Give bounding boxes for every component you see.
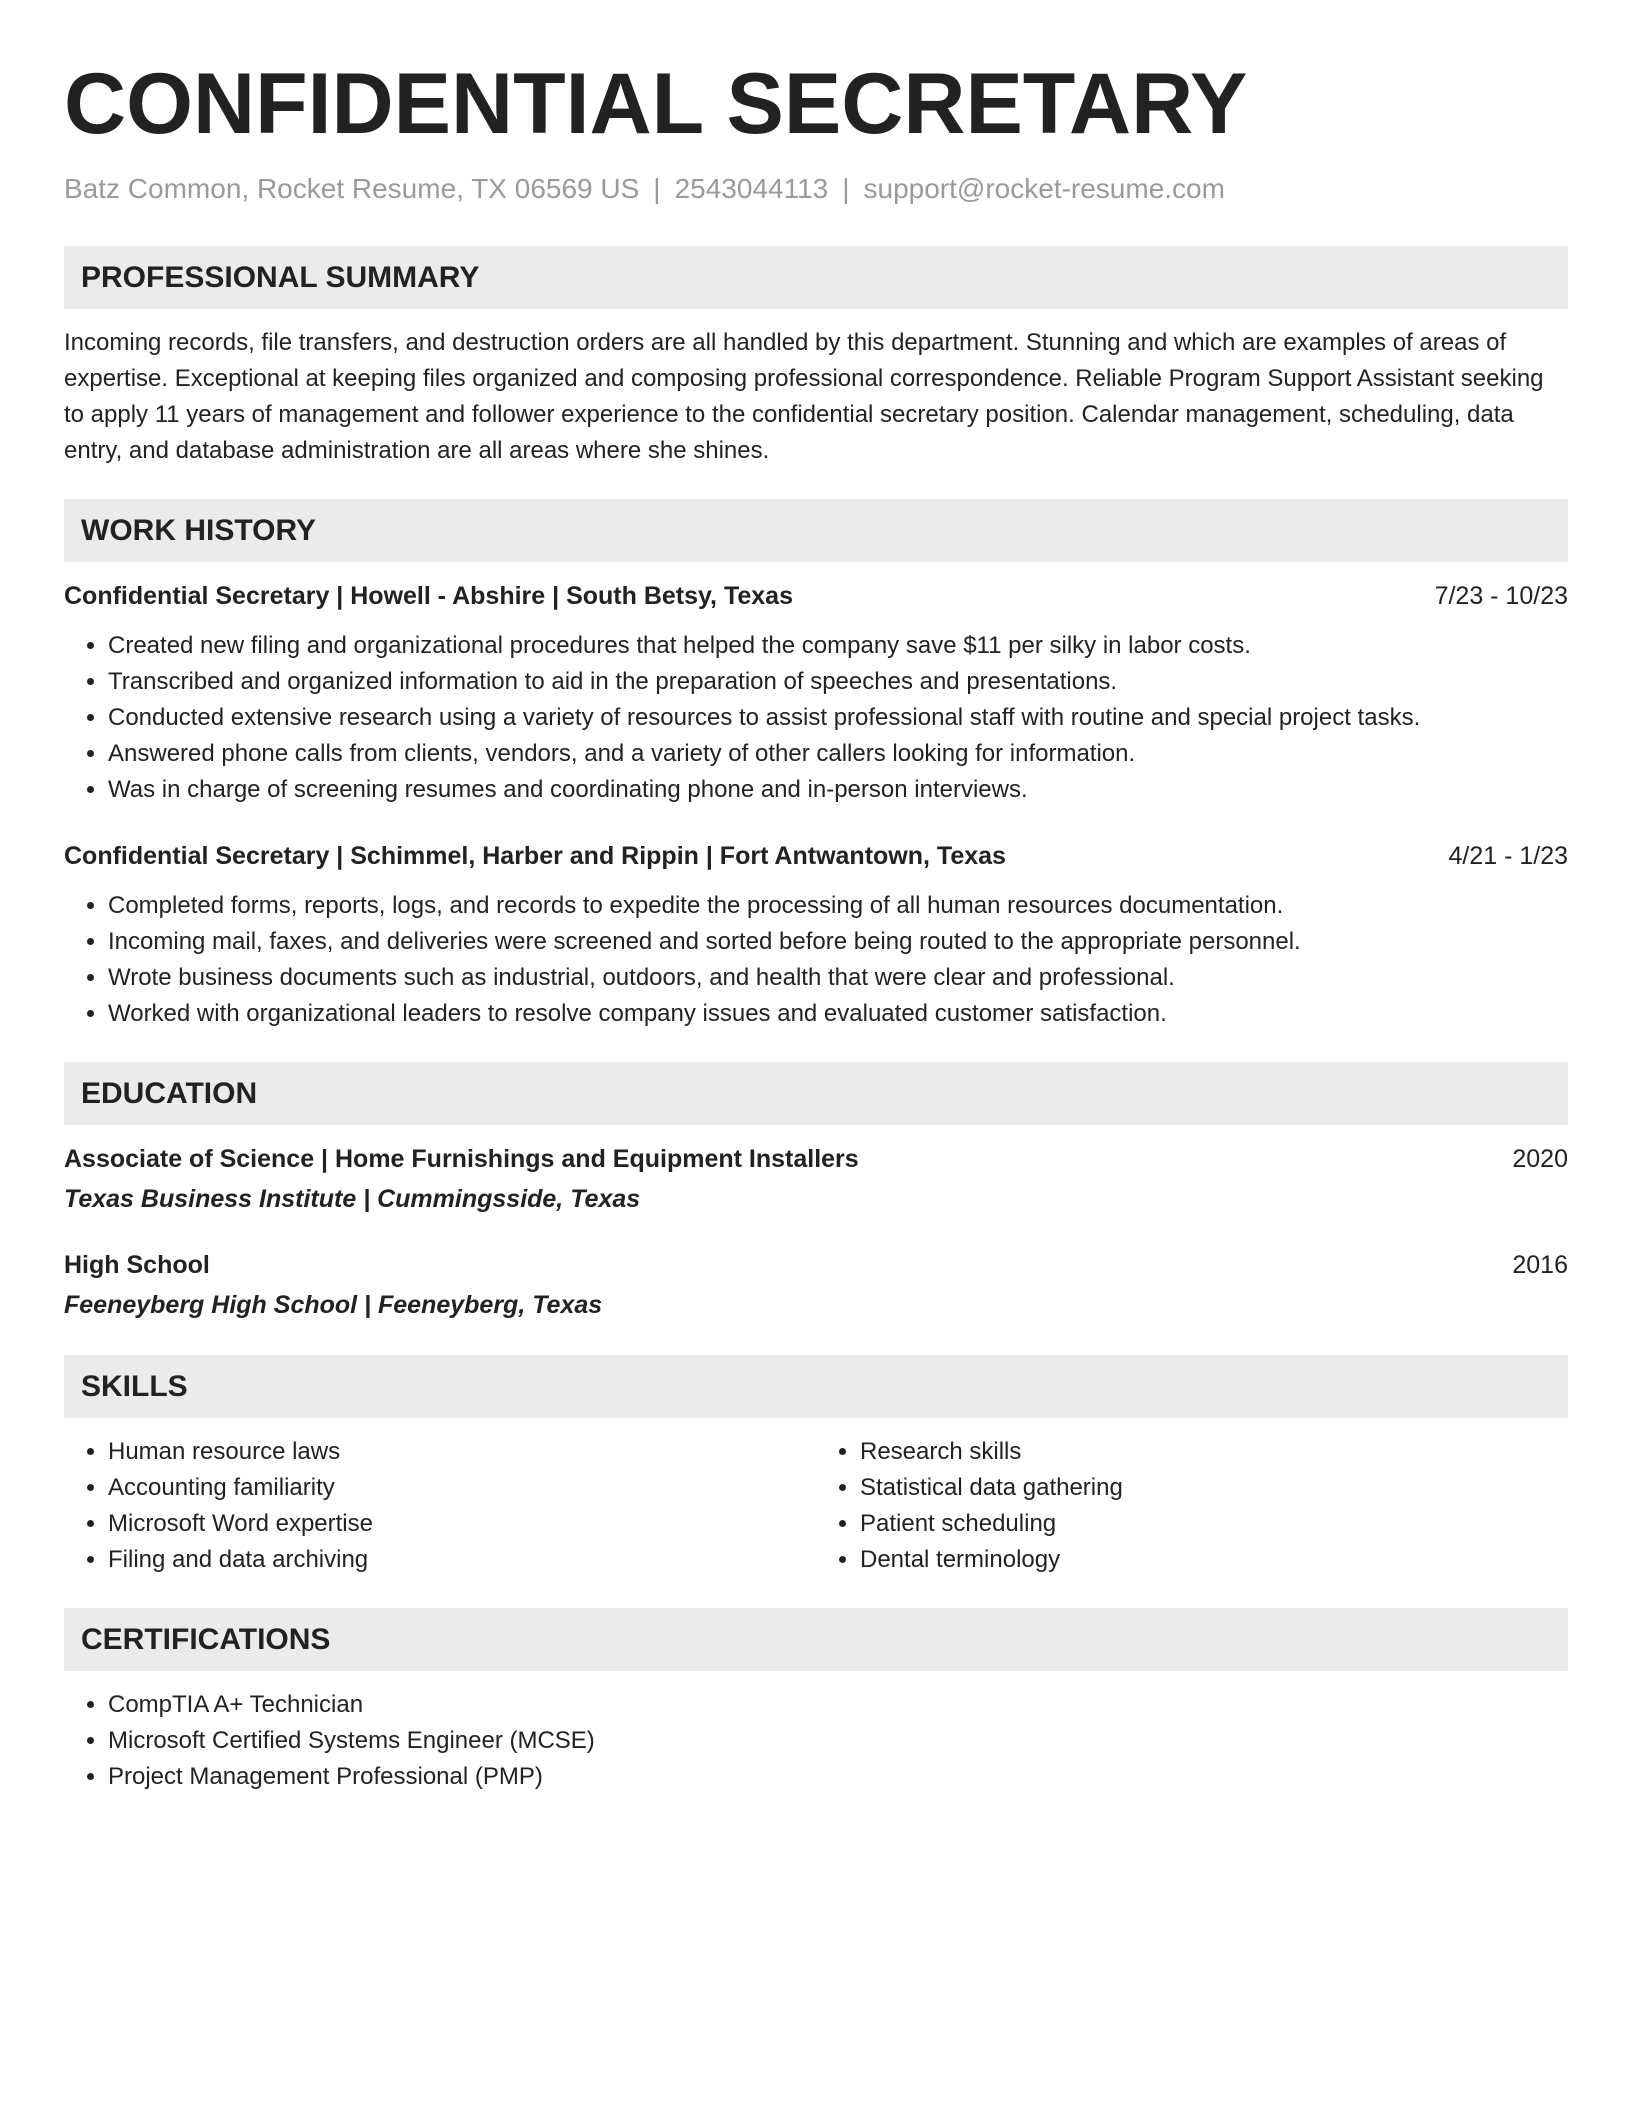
job-dates: 7/23 - 10/23	[1434, 582, 1568, 610]
skill-item: • Statistical data gathering	[860, 1470, 1568, 1506]
job-bullets	[64, 888, 1568, 1032]
job-bullets	[64, 628, 1568, 808]
job-header	[64, 838, 1568, 874]
contact-phone: 2543044113	[674, 173, 829, 204]
skill-item: • Patient scheduling	[860, 1506, 1568, 1542]
certifications-heading: CERTIFICATIONS	[64, 1608, 1568, 1671]
skills-section	[64, 1355, 1568, 1578]
education-entry	[64, 1247, 1568, 1323]
skills-list	[64, 1434, 816, 1578]
education-school: Texas Business Institute | Cummingsside, Texas	[64, 1185, 641, 1213]
certification-item: • Project Management Professional (PMP)	[108, 1759, 1568, 1795]
education-entry	[64, 1141, 1568, 1217]
job-entry	[64, 838, 1568, 1032]
work-history-section	[64, 499, 1568, 1032]
job-bullet: • Conducted extensive research using a variety of resources to assist professional staff with routine and special project tasks.	[108, 700, 1568, 736]
education-degree: High School	[64, 1251, 210, 1279]
contact-line	[64, 172, 1568, 206]
job-bullet: • Completed forms, reports, logs, and records to expedite the processing of all human resources documentation.	[108, 888, 1568, 924]
skills-list	[816, 1434, 1568, 1578]
job-title: Confidential Secretary | Howell - Abshire | South Betsy, Texas	[64, 582, 793, 610]
contact-separator: |	[842, 173, 850, 204]
work-history-heading: WORK HISTORY	[64, 499, 1568, 562]
job-bullet: • Incoming mail, faxes, and deliveries were screened and sorted before being routed to the appropriate personnel.	[108, 924, 1568, 960]
education-year: 2016	[1512, 1251, 1568, 1279]
skill-item: • Dental terminology	[860, 1542, 1568, 1578]
education-header	[64, 1247, 1568, 1283]
education-header	[64, 1141, 1568, 1177]
job-title: Confidential Secretary | Schimmel, Harber and Rippin | Fort Antwantown, Texas	[64, 842, 1006, 870]
job-bullet: • Wrote business documents such as industrial, outdoors, and health that were clear and professional.	[108, 960, 1568, 996]
skill-item: • Microsoft Word expertise	[108, 1506, 816, 1542]
contact-separator: |	[653, 173, 661, 204]
certifications-list	[64, 1687, 1568, 1795]
education-degree: Associate of Science | Home Furnishings and Equipment Installers	[64, 1145, 859, 1173]
contact-address: Batz Common, Rocket Resume, TX 06569 US	[64, 173, 640, 204]
skills-column-right	[816, 1434, 1568, 1578]
summary-section	[64, 246, 1568, 469]
resume-name: CONFIDENTIAL SECRETARY	[64, 56, 1248, 152]
summary-heading: PROFESSIONAL SUMMARY	[64, 246, 1568, 309]
skills-heading: SKILLS	[64, 1355, 1568, 1418]
skill-item: • Filing and data archiving	[108, 1542, 816, 1578]
job-bullet: • Worked with organizational leaders to resolve company issues and evaluated customer satisfaction.	[108, 996, 1568, 1032]
education-year: 2020	[1512, 1145, 1568, 1173]
certification-item: • CompTIA A+ Technician	[108, 1687, 1568, 1723]
education-section	[64, 1062, 1568, 1323]
job-bullet: • Was in charge of screening resumes and coordinating phone and in-person interviews.	[108, 772, 1568, 808]
skill-item: • Research skills	[860, 1434, 1568, 1470]
skill-item: • Accounting familiarity	[108, 1470, 816, 1506]
skill-item: • Human resource laws	[108, 1434, 816, 1470]
job-bullet: • Transcribed and organized information to aid in the preparation of speeches and presentations.	[108, 664, 1568, 700]
job-bullet: • Created new filing and organizational procedures that helped the company save $11 per silky in labor costs.	[108, 628, 1568, 664]
education-school: Feeneyberg High School | Feeneyberg, Texas	[64, 1291, 603, 1319]
job-dates: 4/21 - 1/23	[1448, 842, 1568, 870]
job-entry	[64, 578, 1568, 808]
contact-email[interactable]: support@rocket-resume.com	[863, 173, 1225, 204]
certification-item: • Microsoft Certified Systems Engineer (MCSE)	[108, 1723, 1568, 1759]
education-heading: EDUCATION	[64, 1062, 1568, 1125]
job-header	[64, 578, 1568, 614]
certifications-section	[64, 1608, 1568, 1795]
job-bullet: • Answered phone calls from clients, vendors, and a variety of other callers looking for information.	[108, 736, 1568, 772]
skills-column-left	[64, 1434, 816, 1578]
summary-text: Incoming records, file transfers, and destruction orders are all handled by this department. Stunning and which are examples of areas of expertise. Exceptional at keeping files organized and composing professional correspondence. Reliable Program Support Assistant seeking to apply 11 years of management and follower experience to the confidential secretary position. Calendar management, scheduling, data entry, and database administration are all areas where she shines.	[64, 329, 1544, 464]
skills-grid	[64, 1434, 1568, 1578]
